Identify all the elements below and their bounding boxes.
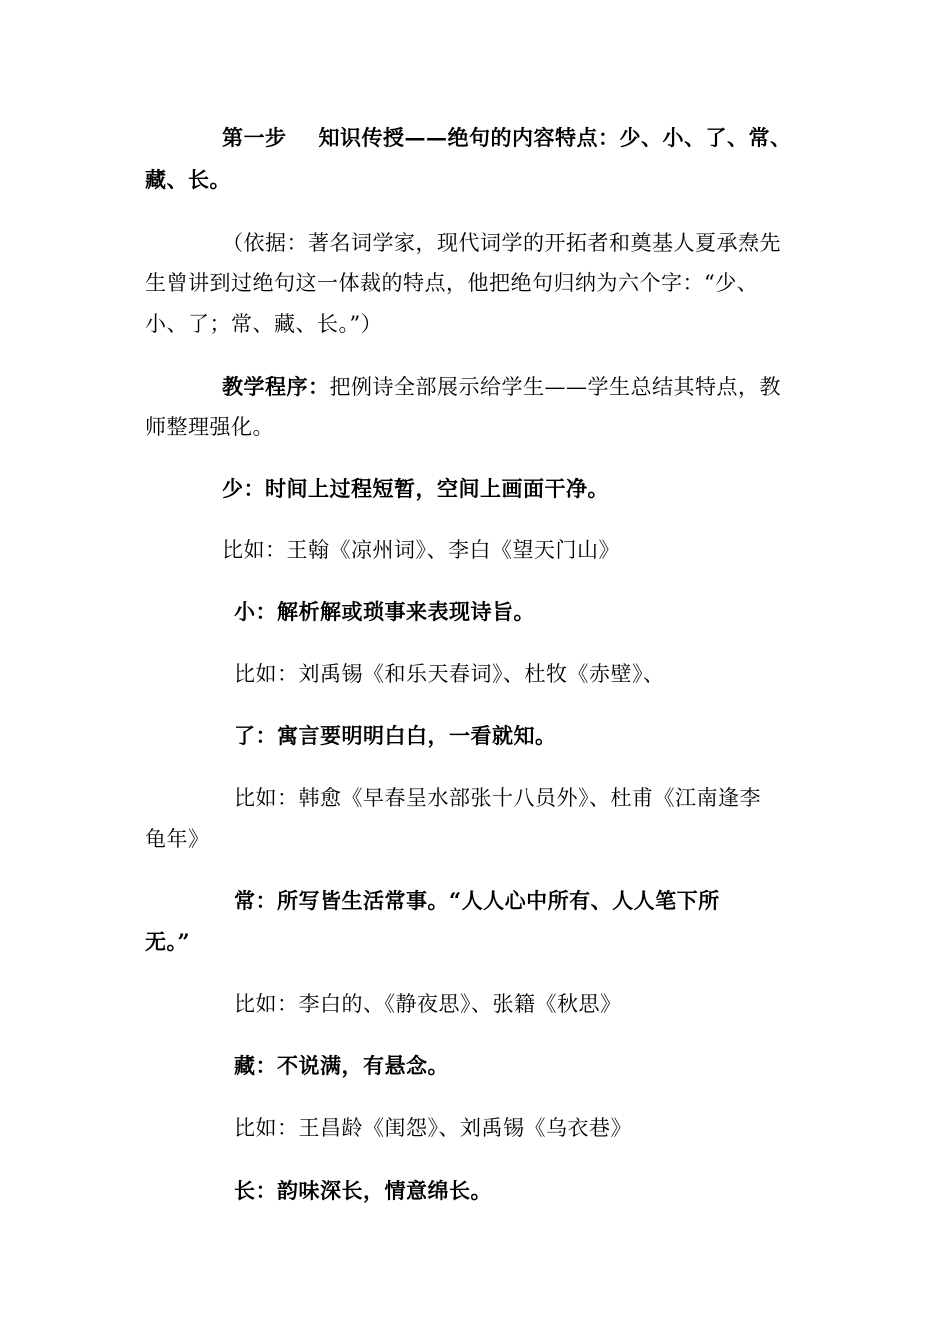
shao-example: 比如：王翰《凉州词》、李白《望天门山》 [222, 538, 620, 562]
chang-heading-line-2: 无。” [145, 929, 191, 954]
liao-example-line-1: 比如：韩愈《早春呈水部张十八员外》、杜甫《江南逢李 [234, 786, 761, 810]
step-label: 第一步 [222, 125, 287, 150]
xiao-heading: 小：解析解或琐事来表现诗旨。 [234, 599, 535, 624]
cang-heading: 藏：不说满，有悬念。 [234, 1053, 449, 1078]
cang-example: 比如：王昌龄《闺怨》、刘禹锡《乌衣巷》 [234, 1116, 632, 1140]
step-title: 知识传授——绝句的内容特点：少、小、了、常、 [318, 125, 792, 150]
chang-example: 比如：李白的、《静夜思》、张籍《秋思》 [234, 992, 622, 1016]
basis-line-1: （依据：著名词学家，现代词学的开拓者和奠基人夏承焘先 [222, 231, 781, 255]
zhang-heading: 长：韵味深长，情意绵长。 [234, 1178, 492, 1203]
liao-example-line-2: 龟年》 [145, 827, 210, 851]
liao-heading: 了：寓言要明明白白，一看就知。 [234, 723, 557, 748]
chang-heading-line-1: 常：所写皆生活常事。“人人心中所有、人人笔下所 [234, 888, 720, 913]
procedure-line-1 [222, 372, 781, 402]
step-heading-line-1 [222, 123, 792, 153]
basis-line-3: 小、了；常、藏、长。”） [145, 312, 383, 336]
shao-heading: 少：时间上过程短暂，空间上画面干净。 [222, 476, 609, 501]
procedure-label: 教学程序： [222, 374, 330, 399]
procedure-text: 把例诗全部展示给学生——学生总结其特点，教 [329, 375, 781, 399]
procedure-line-2: 师整理强化。 [145, 415, 274, 439]
step-heading-line-2: 藏、长。 [145, 167, 231, 192]
xiao-example: 比如：刘禹锡《和乐天春词》、杜牧《赤壁》、 [234, 662, 665, 686]
basis-line-2: 生曾讲到过绝句这一体裁的特点，他把绝句归纳为六个字：“少、 [145, 271, 759, 295]
